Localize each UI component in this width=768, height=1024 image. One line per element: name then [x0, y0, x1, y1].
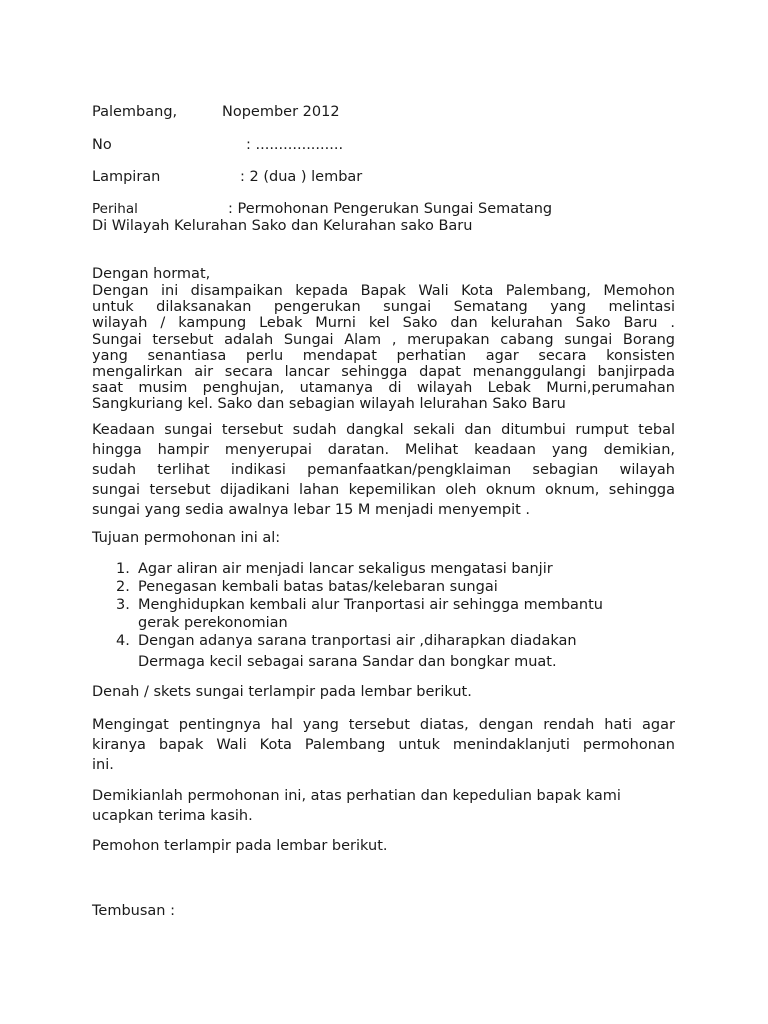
paragraph-line: Sangkuriang kel. Sako dan sebagian wilayah lelurahan Sako Baru	[92, 396, 566, 413]
paragraph-line: sungai yang sedia awalnya lebar 15 M menjadi menyempit .	[92, 502, 531, 518]
list-item	[92, 596, 652, 632]
perihal-value: : Permohonan Pengerukan Sungai Sematang	[228, 201, 553, 217]
lampiran-value: : 2 (dua ) lembar	[240, 169, 363, 185]
sketch-note: Denah / skets sungai terlampir pada lembar berikut.	[92, 684, 472, 700]
purpose-list	[92, 560, 652, 671]
paragraph-line: hingga hampir menyerupai daratan. Melihat keadaan yang demikian,	[92, 442, 675, 458]
perihal-line2: Di Wilayah Kelurahan Sako dan Kelurahan sako Baru	[92, 218, 473, 234]
paragraph-condition	[92, 420, 675, 520]
paragraph-line: kiranya bapak Wali Kota Palembang untuk menindaklanjuti permohonan	[92, 737, 675, 753]
place-label: Palembang,	[92, 104, 178, 120]
list-item-text: Dermaga kecil sebagai sarana Sandar dan bongkar muat.	[138, 654, 557, 670]
paragraph-line: saat musim penghujan, utamanya di wilayah Lebak Murni,perumahan	[92, 380, 675, 397]
paragraph-line: Keadaan sungai tersebut sudah dangkal sekali dan ditumbui rumput tebal	[92, 422, 675, 438]
list-number: 4.	[116, 633, 130, 649]
paragraph-followup	[92, 715, 675, 775]
paragraph-line: ini.	[92, 757, 114, 773]
perihal-label: Perihal	[92, 201, 138, 217]
paragraph-line: Dengan ini disampaikan kepada Bapak Wali Kota Palembang, Memohon	[92, 283, 675, 299]
lampiran-label: Lampiran	[92, 169, 161, 185]
list-item	[92, 632, 652, 671]
applicant-note: Pemohon terlampir pada lembar berikut.	[92, 838, 388, 854]
paragraph-line: Mengingat pentingnya hal yang tersebut diatas, dengan rendah hati agar	[92, 717, 675, 733]
paragraph-line: untuk dilaksanakan pengerukan sungai Sematang yang melintasi	[92, 299, 675, 316]
list-item	[92, 560, 652, 578]
list-number: 3.	[116, 597, 130, 613]
list-item-text: gerak perekonomian	[138, 615, 288, 631]
purpose-intro: Tujuan permohonan ini al:	[92, 530, 281, 546]
no-value: : ...................	[246, 137, 344, 153]
paragraph-line: sungai tersebut dijadikani lahan kepemilikan oleh oknum oknum, sehingga	[92, 482, 675, 498]
list-number: 2.	[116, 579, 130, 595]
paragraph-line: Demikianlah permohonan ini, atas perhatian dan kepedulian bapak kami	[92, 788, 621, 804]
cc-label: Tembusan :	[92, 903, 175, 919]
list-item	[92, 578, 652, 596]
paragraph-closing	[92, 786, 675, 826]
paragraph-request	[92, 283, 675, 413]
no-label: No	[92, 137, 112, 153]
paragraph-line: ucapkan terima kasih.	[92, 808, 253, 824]
date-text: Nopember 2012	[222, 104, 340, 120]
list-item-text: Agar aliran air menjadi lancar sekaligus mengatasi banjir	[138, 561, 553, 577]
paragraph-line: wilayah / kampung Lebak Murni kel Sako dan kelurahan Sako Baru .	[92, 315, 675, 332]
paragraph-line: Sungai tersebut adalah Sungai Alam , merupakan cabang sungai Borang	[92, 331, 675, 348]
list-number: 1.	[116, 561, 130, 577]
list-item-text: Menghidupkan kembali alur Tranportasi air sehingga membantu	[138, 597, 603, 613]
list-item-text: Dengan adanya sarana tranportasi air ,diharapkan diadakan	[138, 633, 577, 649]
list-item-text: Penegasan kembali batas batas/kelebaran sungai	[138, 579, 498, 595]
salutation: Dengan hormat,	[92, 266, 211, 282]
paragraph-line: sudah terlihat indikasi pemanfaatkan/pengklaiman sebagian wilayah	[92, 462, 675, 478]
paragraph-line: mengalirkan air secara lancar sehingga dapat menanggulangi banjirpada	[92, 364, 675, 381]
paragraph-line: yang senantiasa perlu mendapat perhatian agar secara konsisten	[92, 347, 675, 364]
